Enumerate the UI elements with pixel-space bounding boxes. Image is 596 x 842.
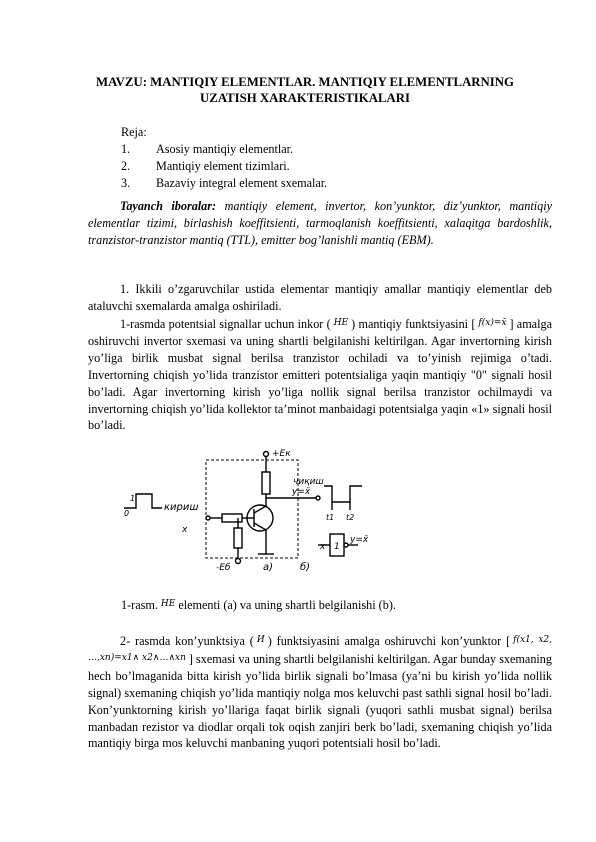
plan-item xyxy=(121,158,327,175)
paragraph-1-text: 1. Ikkili o’zgaruvchilar ustida elementar mantiqiy amallar mantiqiy elementlar deb ataluvchi sxemalarda amalga oshiriladi. xyxy=(88,282,552,313)
title-line-1: MAVZU: MANTIQIY ELEMENTLAR. MANTIQIY ELEMENTLARNING xyxy=(96,75,514,89)
plan-item xyxy=(121,175,327,192)
plan-item-number: 2. xyxy=(121,159,131,173)
keywords-label: Tayanch iboralar: xyxy=(120,199,217,213)
formula-conjunction: f(x1, x2, …,xn)=x1∧ x2∧…∧xn xyxy=(88,635,553,663)
supply-terminal-bottom xyxy=(236,559,241,564)
paragraph-3-text-c: ] sxemasi va uning shartli belgilanishi keltirilgan. Agar bunday sxemaning hech bo’lmaganida bitta kirish yo’lida birlik signali bo’lmasa (ya’ni bu kirish yo’lida nollik signal) sxemaning chiqish yo’lida mantiqiy nolga mos keluvchi past sathli signal hosil bo’ladi. Kon’yunktorning kirish yo’llariga faqat birlik signali (yuqori sathli musbat signal) berilsa manbadan rezistor va diodlar orqali tok oqish zanjiri berk bo’ladi, sxemaning chiqish yo’lida mantiqiy birga mos keluvchi manbaning yuqori potentsiali hosil bo’ladi. xyxy=(88,651,552,751)
page-title xyxy=(70,74,540,106)
plan-item-text: Bazaviy integral element sxemalar. xyxy=(156,176,328,190)
label-gate-out: y=x̄ xyxy=(350,535,369,545)
keywords-text: mantiqiy element, invertor, kon’yunktor, diz’yunktor, mantiqiy elementlar tizimi, birlashish koeffitsienti, tarmoqlanish koeffitsienti, xalaqitga bardoshlik, tranzistor-tranzistor mantiq (TTL), emitter bog’lanishli mantiq (EBM). xyxy=(88,199,552,247)
label-a: a) xyxy=(263,562,274,573)
label-output: чиқиш xyxy=(293,477,324,487)
formula-and: И xyxy=(256,635,265,645)
caption-formula: HE xyxy=(160,599,176,609)
supply-terminal-top xyxy=(264,452,269,457)
paragraph-1 xyxy=(88,281,552,315)
paragraph-2-text-a: 1-rasmda potentsial signallar uchun inkor ( xyxy=(120,317,331,331)
plan-item-text: Mantiqiy element tizimlari. xyxy=(156,159,290,173)
output-pulse xyxy=(324,486,362,502)
plan-list xyxy=(121,124,327,192)
label-t1: t1 xyxy=(326,513,335,522)
input-resistor xyxy=(222,514,242,522)
formula-ne: HE xyxy=(333,318,349,328)
label-t2: t2 xyxy=(346,513,355,522)
label-input-var: x xyxy=(182,525,188,535)
paragraph-3-text-b: ) funktsiyasini amalga oshiruvchi kon’yunktor [ xyxy=(267,634,511,648)
label-output-eq: y=x̄ xyxy=(292,487,311,497)
label-pulse-one: 1 xyxy=(130,494,136,503)
paragraph-2 xyxy=(88,315,552,434)
plan-item xyxy=(121,141,327,158)
bias-resistor xyxy=(234,528,242,548)
plan-label: Reja: xyxy=(121,125,147,139)
label-gate-in: x xyxy=(320,542,326,552)
input-terminal xyxy=(206,516,210,520)
paragraph-3 xyxy=(88,632,552,752)
label-supply-bottom: -Eб xyxy=(216,563,231,573)
plan-item-text: Asosiy mantiqiy elementlar. xyxy=(156,142,294,156)
paragraph-2-text-c: ] amalga oshiruvchi invertor sxemasi va uning shartli belgilanishi keltirilgan. Agar invertorning kirish yo’liga birlik musbat signal berilsa tranzistor ochiladi va to’yinish rejimiga o’tadi. Invertorning chiqish yo’lida tranzistor emitteri potentsialiga yaqin mantiqiy "0" signali hosil bo’ladi. Agar invertorning kirish yo’liga nollik signal berilsa tranzistor ochilmaydi va invertorning chiqish yo’lida kollektor ta’minot manbaidagi potentsialga yaqin «1» signali hosil bo’ladi. xyxy=(88,317,552,433)
label-supply-top: +Eк xyxy=(272,449,291,459)
collector-resistor xyxy=(262,472,270,494)
caption-text-a: 1-rasm. xyxy=(121,598,158,612)
label-b: б) xyxy=(300,562,311,573)
label-gate-sym: 1 xyxy=(334,542,340,552)
output-terminal xyxy=(316,496,320,500)
circuit-boundary xyxy=(206,460,298,558)
caption-text-b: elementi (a) va uning shartli belgilanishi (b). xyxy=(178,598,396,612)
figure-caption xyxy=(121,598,396,613)
label-pulse-zero: 0 xyxy=(124,509,130,518)
plan-item-number: 1. xyxy=(121,142,131,156)
paragraph-2-text-b: ) mantiqiy funktsiyasini [ xyxy=(351,317,476,331)
paragraph-3-text-a: 2- rasmda kon’yunktsiya ( xyxy=(120,634,254,648)
keywords-paragraph xyxy=(88,198,552,249)
formula-inverse: f(x)=x̄ xyxy=(478,318,507,328)
inverter-circuit-figure xyxy=(118,446,378,581)
title-line-2: UZATISH XARAKTERISTIKALARI xyxy=(200,91,410,105)
plan-item-number: 3. xyxy=(121,176,131,190)
label-input: кириш xyxy=(164,502,199,513)
